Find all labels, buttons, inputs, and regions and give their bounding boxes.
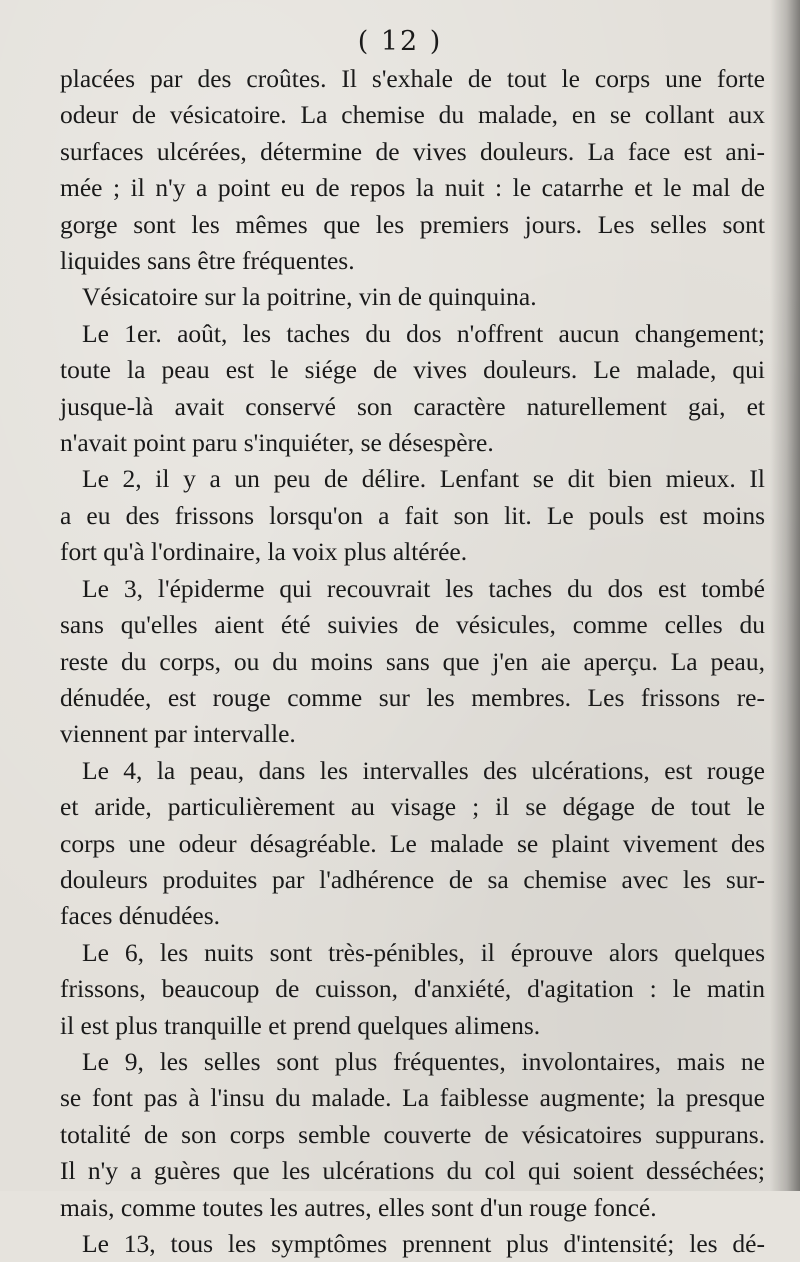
page-gutter-shadow [770,0,800,1191]
text-line: a eu des frissons lorsqu'on a fait son lit. Le pouls est moins [60,500,765,530]
text-line: faces dénudées. [60,901,220,931]
text-line: dénudée, est rouge comme sur les membres. Les frissons re- [60,682,765,712]
text-line: Le 9, les selles sont plus fréquentes, involontaires, mais ne [82,1046,765,1076]
text-line: frissons, beaucoup de cuisson, d'anxiété, d'agitation : le matin [60,974,765,1004]
text-line: gorge sont les mêmes que les premiers jours. Les selles sont [60,209,765,239]
text-line: mée ; il n'y a point eu de repos la nuit : le catarrhe et le mal de [60,173,765,203]
text-line: Il n'y a guères que les ulcérations du col qui soient desséchées; [60,1156,765,1186]
text-line: et aride, particulièrement au visage ; il se dégage de tout le [60,792,765,822]
text-line: Le 13, tous les symptômes prennent plus d'intensité; les dé- [82,1229,765,1258]
text-line: Le 1er. août, les taches du dos n'offrent aucun changement; [82,318,765,348]
text-line: liquides sans être fréquentes. [60,246,355,276]
text-line: se font pas à l'insu du malade. La faiblesse augmente; la presque [60,1083,765,1113]
prescription-line: Vésicatoire sur la poitrine, vin de quinquina. [82,282,537,312]
page-number: ( 12 ) [357,26,443,57]
text-line: Le 4, la peau, dans les intervalles des ulcérations, est rouge [82,755,765,785]
text-line: toute la peau est le siége de vives douleurs. Le malade, qui [60,355,765,385]
text-line: Le 2, il y a un peu de délire. Lenfant se dit bien mieux. Il [82,464,765,494]
text-line: jusque-là avait conservé son caractère naturellement gai, et [60,391,765,421]
text-line: placées par des croûtes. Il s'exhale de tout le corps une forte [60,64,765,93]
text-line: reste du corps, ou du moins sans que j'en aie aperçu. La peau, [60,646,765,676]
text-line: il est plus tranquille et prend quelques alimens. [60,1010,541,1040]
text-line: corps une odeur désagréable. Le malade se plaint vivement des [60,828,765,858]
text-line: Le 6, les nuits sont très-pénibles, il éprouve alors quelques [82,937,765,967]
text-line: totalité de son corps semble couverte de vésicatoires suppurans. [60,1119,765,1149]
text-line: n'avait point paru s'inquiéter, se désespère. [60,428,494,458]
text-line: viennent par intervalle. [60,719,296,749]
text-line: mais, comme toutes les autres, elles sont d'un rouge foncé. [60,1192,657,1222]
text-line: fort qu'à l'ordinaire, la voix plus altérée. [60,537,468,567]
text-line: Le 3, l'épiderme qui recouvrait les taches du dos est tombé [82,573,765,603]
text-line: sans qu'elles aient été suivies de vésicules, comme celles du [60,610,765,640]
text-line: douleurs produites par l'adhérence de sa chemise avec les sur- [60,864,765,894]
text-line: surfaces ulcérées, détermine de vives douleurs. La face est ani- [60,136,765,166]
text-line: odeur de vésicatoire. La chemise du malade, en se collant aux [60,100,765,130]
body-text [60,61,765,1262]
